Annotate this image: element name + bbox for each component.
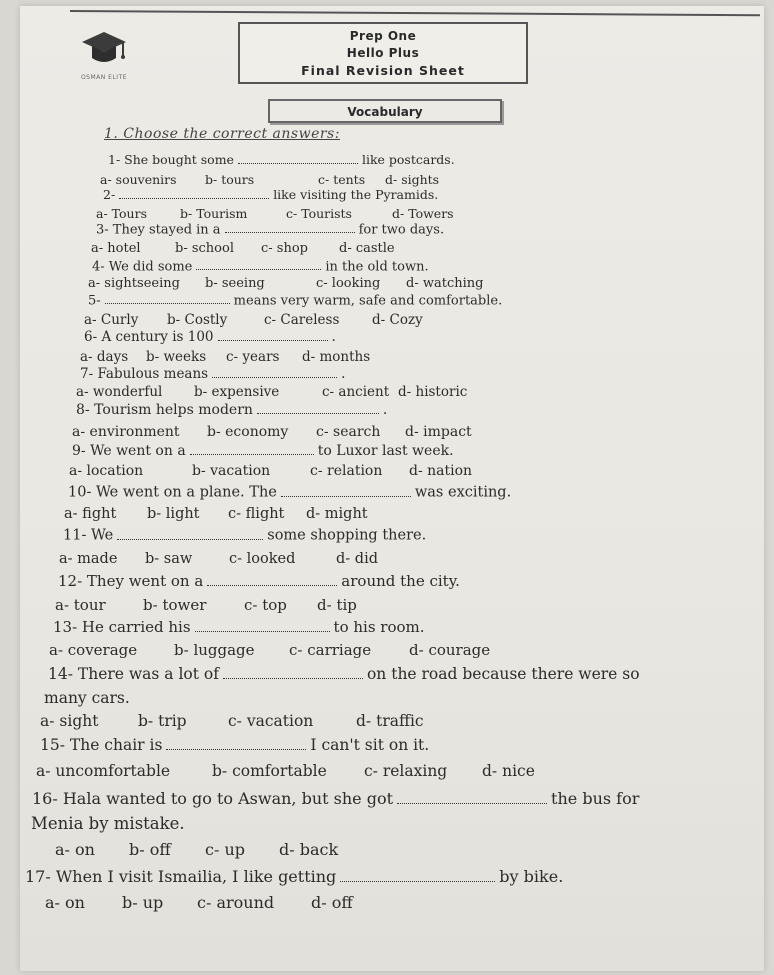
option-a[interactable]: a- souvenirs	[100, 172, 177, 187]
option-a[interactable]: a- made	[59, 551, 118, 567]
question-text-end: .	[341, 366, 346, 382]
answer-blank[interactable]	[119, 188, 269, 199]
option-a[interactable]: a- Tours	[96, 206, 147, 221]
question-text-end: I can't sit on it.	[310, 736, 430, 754]
option-b[interactable]: b- comfortable	[212, 762, 327, 780]
question-14	[48, 665, 640, 683]
header-sheet-title: Final Revision Sheet	[301, 63, 465, 78]
answer-blank[interactable]	[238, 153, 358, 164]
question-text-end: in the old town.	[325, 259, 429, 275]
option-c[interactable]: c- vacation	[228, 712, 314, 730]
question-continuation: many cars.	[44, 689, 130, 707]
option-b[interactable]: b- economy	[207, 424, 289, 440]
answer-blank[interactable]	[207, 573, 337, 586]
question-text: 7- Fabulous means	[80, 366, 209, 382]
question-text: 16- Hala wanted to go to Aswan, but she got	[32, 789, 394, 808]
question-7	[80, 366, 345, 382]
option-d[interactable]: d- tip	[317, 596, 357, 614]
option-d[interactable]: d- impact	[405, 424, 472, 440]
answer-blank[interactable]	[281, 484, 411, 497]
answer-blank[interactable]	[196, 259, 321, 270]
option-c[interactable]: c- relation	[310, 463, 383, 479]
option-d[interactable]: d- sights	[385, 172, 440, 187]
answer-blank[interactable]	[212, 366, 337, 378]
option-a[interactable]: a- environment	[72, 424, 180, 440]
option-d[interactable]: d- nation	[409, 463, 473, 479]
question-13	[53, 618, 425, 636]
option-c[interactable]: c- shop	[261, 241, 308, 256]
option-c[interactable]: c- flight	[228, 506, 285, 522]
answer-blank[interactable]	[166, 737, 306, 750]
question-text-end: by bike.	[499, 867, 564, 886]
option-b[interactable]: b- trip	[138, 712, 187, 730]
option-c[interactable]: c- Tourists	[286, 206, 352, 221]
question-text-end: .	[382, 402, 388, 419]
option-d[interactable]: d- castle	[339, 241, 395, 256]
header-class: Prep One	[349, 29, 417, 43]
question-text-end: to his room.	[333, 618, 425, 636]
answer-blank[interactable]	[223, 666, 363, 679]
option-d[interactable]: d- Towers	[392, 206, 454, 221]
option-b[interactable]: b- tower	[143, 596, 207, 614]
question-text: 11- We	[63, 527, 114, 544]
option-b[interactable]: b- school	[175, 241, 234, 256]
question-16	[32, 789, 639, 808]
option-a[interactable]: a- on	[45, 893, 85, 912]
option-a[interactable]: a- wonderful	[76, 384, 163, 400]
question-2	[103, 187, 438, 202]
answer-blank[interactable]	[117, 527, 263, 540]
question-4	[92, 259, 429, 274]
option-b[interactable]: b- luggage	[174, 641, 255, 659]
question-text-end: was exciting.	[414, 484, 512, 501]
question-text-end: some shopping there.	[267, 527, 427, 544]
answer-blank[interactable]	[257, 402, 379, 414]
option-b[interactable]: b- vacation	[192, 463, 271, 479]
option-d[interactable]: d- Cozy	[372, 312, 423, 328]
answer-blank[interactable]	[190, 443, 314, 455]
option-c[interactable]: c- looking	[316, 276, 381, 291]
option-c[interactable]: c- search	[316, 424, 381, 440]
option-a[interactable]: a- hotel	[91, 241, 141, 256]
answer-blank[interactable]	[195, 619, 330, 632]
question-text: 6- A century is 100	[84, 329, 214, 345]
option-d[interactable]: d- traffic	[356, 712, 424, 730]
school-logo	[72, 30, 136, 90]
option-c[interactable]: c- years	[226, 349, 280, 365]
logo-caption: OSMAN ELITE	[80, 74, 128, 81]
option-d[interactable]: d- did	[336, 551, 378, 567]
section-title: 1. Choose the correct answers:	[104, 126, 340, 142]
question-8	[76, 402, 387, 418]
question-text-end: around the city.	[341, 572, 460, 590]
option-b[interactable]: b- off	[129, 840, 171, 859]
option-b[interactable]: b- saw	[145, 551, 193, 567]
option-d[interactable]: d- might	[306, 506, 368, 522]
option-a[interactable]: a- coverage	[49, 641, 138, 659]
question-text: 15- The chair is	[40, 736, 163, 754]
question-text-end: to Luxor last week.	[317, 443, 454, 460]
option-c[interactable]: c- tents	[318, 172, 366, 187]
question-text: 14- There was a lot of	[48, 665, 219, 683]
option-b[interactable]: b- Costly	[167, 312, 228, 328]
question-17	[25, 867, 563, 886]
option-a[interactable]: a- tour	[55, 596, 106, 614]
option-c[interactable]: c- ancient	[322, 384, 390, 400]
option-c[interactable]: c- Careless	[264, 312, 340, 328]
question-text: 17- When I visit Ismailia, I like getting	[25, 867, 337, 886]
option-d[interactable]: d- off	[311, 893, 353, 912]
question-text: 12- They went on a	[58, 572, 204, 590]
option-a[interactable]: a- on	[55, 840, 95, 859]
option-a[interactable]: a- Curly	[84, 312, 139, 328]
option-c[interactable]: c- looked	[229, 551, 296, 567]
option-b[interactable]: b- tours	[205, 172, 255, 187]
option-d[interactable]: d- nice	[482, 762, 535, 780]
question-3	[96, 222, 444, 237]
question-text-end: for two days.	[358, 222, 445, 238]
question-text: 13- He carried his	[53, 618, 191, 636]
option-b[interactable]: b- light	[147, 506, 200, 522]
question-text: 9- We went on a	[72, 443, 186, 460]
question-text-end: like postcards.	[361, 152, 455, 167]
question-9	[72, 443, 454, 459]
option-c[interactable]: c- top	[244, 596, 287, 614]
answer-blank[interactable]	[218, 329, 328, 341]
option-d[interactable]: d- months	[302, 349, 371, 365]
question-text-end: .	[331, 329, 336, 345]
question-text: 1- She bought some	[108, 152, 234, 167]
option-d[interactable]: d- watching	[406, 276, 484, 291]
question-text-end: like visiting the Pyramids.	[273, 187, 439, 202]
option-d[interactable]: d- historic	[398, 384, 468, 400]
vocabulary-heading: Vocabulary	[268, 99, 502, 123]
option-b[interactable]: b- Tourism	[180, 206, 248, 221]
option-a[interactable]: a- sightseeing	[88, 276, 180, 291]
option-b[interactable]: b- expensive	[194, 384, 280, 400]
option-b[interactable]: b- seeing	[205, 276, 265, 291]
question-10	[68, 484, 511, 501]
question-6	[84, 329, 336, 345]
answer-blank[interactable]	[105, 293, 230, 304]
question-text: 2-	[103, 187, 116, 202]
option-c[interactable]: c- around	[197, 893, 275, 912]
question-text-end: the bus for	[551, 789, 640, 808]
option-c[interactable]: c- relaxing	[364, 762, 448, 780]
question-11	[63, 527, 426, 544]
question-text: 3- They stayed in a	[96, 222, 221, 238]
option-d[interactable]: d- courage	[409, 641, 491, 659]
header-box	[238, 22, 528, 84]
header-book: Hello Plus	[346, 46, 420, 60]
option-a[interactable]: a- fight	[64, 506, 117, 522]
answer-blank[interactable]	[225, 222, 355, 233]
question-continuation: Menia by mistake.	[31, 814, 185, 833]
question-15	[40, 736, 429, 754]
option-a[interactable]: a- sight	[40, 712, 99, 730]
option-a[interactable]: a- days	[80, 349, 129, 365]
option-c[interactable]: c- carriage	[289, 641, 372, 659]
question-1	[108, 152, 455, 167]
option-d[interactable]: d- back	[279, 840, 339, 859]
question-text: 4- We did some	[92, 259, 193, 275]
option-b[interactable]: b- weeks	[146, 349, 207, 365]
question-text: 5-	[88, 293, 101, 309]
answer-blank[interactable]	[340, 868, 495, 882]
graduation-cap-icon	[80, 30, 128, 68]
question-text: 10- We went on a plane. The	[68, 484, 277, 501]
question-text: 8- Tourism helps modern	[76, 402, 253, 419]
answer-blank[interactable]	[397, 790, 547, 804]
question-5	[88, 293, 502, 308]
question-12	[58, 572, 460, 590]
option-c[interactable]: c- up	[205, 840, 245, 859]
question-text-end: on the road because there were so	[366, 665, 640, 683]
option-a[interactable]: a- uncomfortable	[36, 762, 171, 780]
option-a[interactable]: a- location	[69, 463, 144, 479]
option-b[interactable]: b- up	[122, 893, 164, 912]
question-text-end: means very warm, safe and comfortable.	[233, 293, 503, 309]
